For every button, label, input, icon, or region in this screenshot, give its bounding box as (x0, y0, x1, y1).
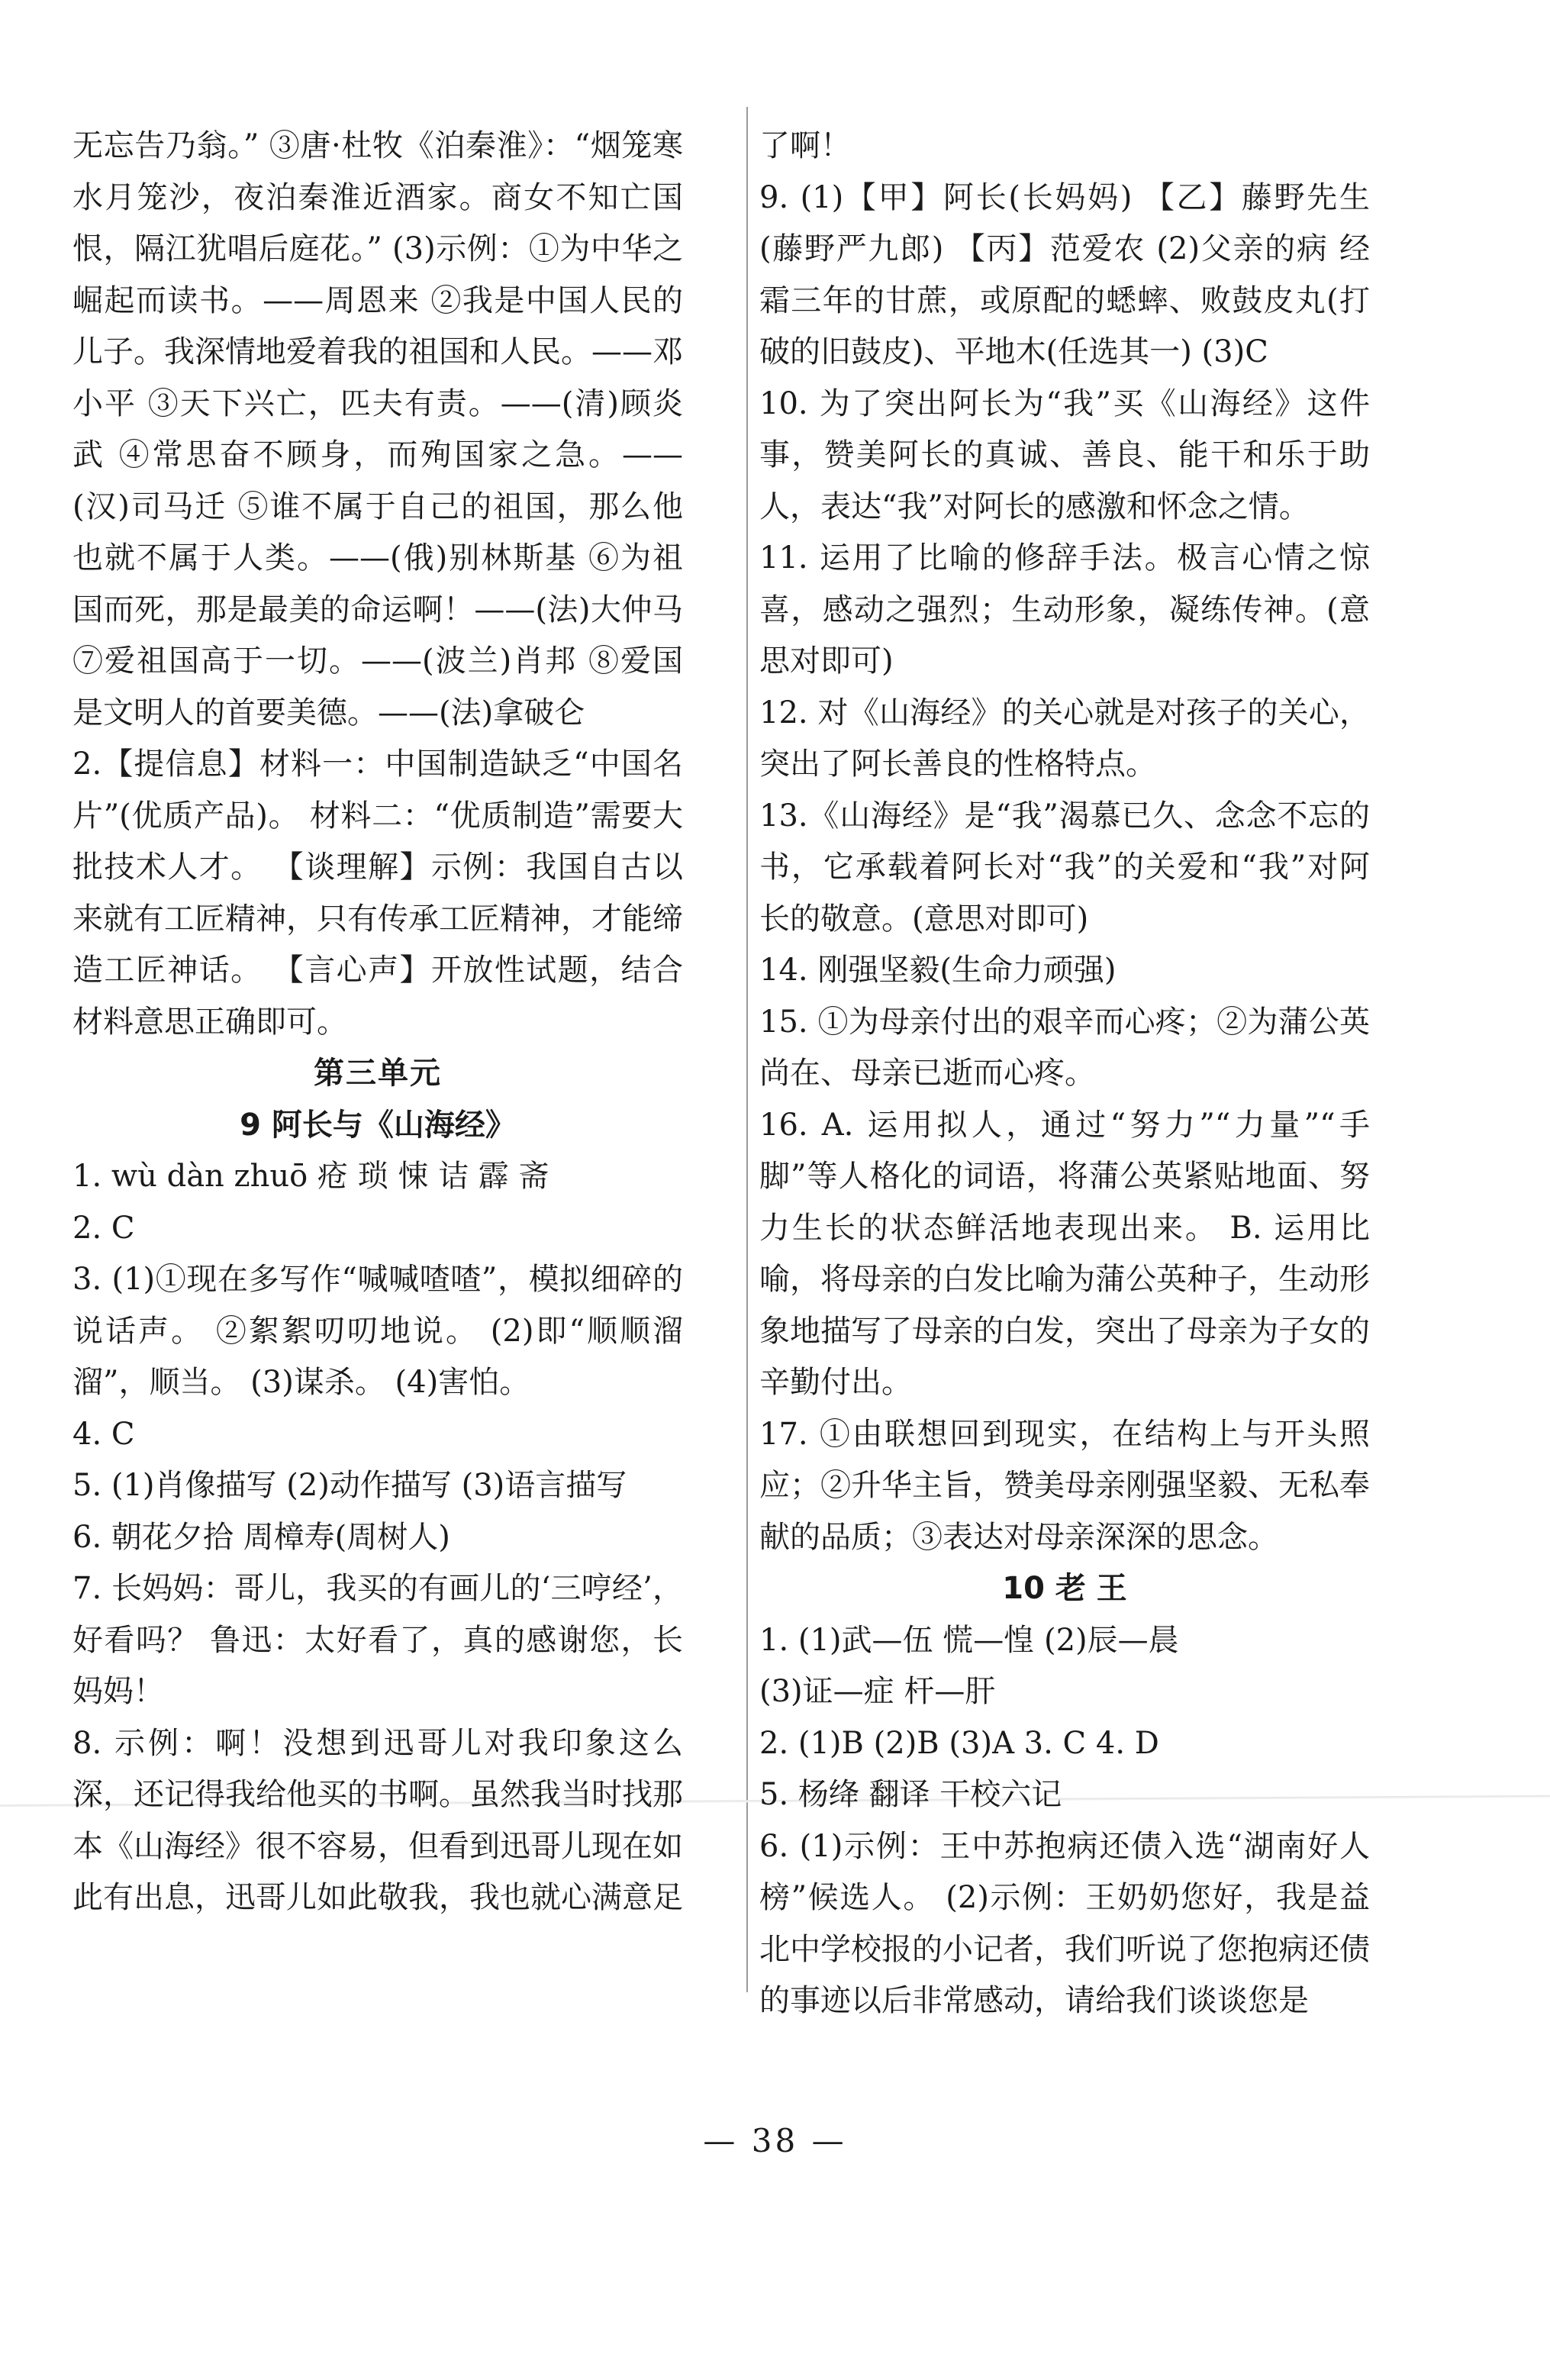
answer-item: 17. ①由联想回到现实，在结构上与开头照应；②升华主旨，赞美母亲刚强坚毅、无私奉献的品质；③表达对母亲深深的思念。 (759, 1416, 1370, 1555)
answer-item: 6. (1)示例：王中苏抱病还债入选“湖南好人榜”候选人。 (2)示例：王奶奶您好，我是益北中学校报的小记者，我们听说了您抱病还债的事迹以后非常感动，请给我们谈谈您是 (759, 1828, 1370, 2018)
answer-item: 7. 长妈妈：哥儿，我买的有画儿的‘三哼经’，好看吗？ 鲁迅：太好看了，真的感谢您，长妈妈！ (73, 1571, 683, 1709)
answer-item: 1. (1)武—伍 慌—惶 (2)辰—晨 (759, 1622, 1179, 1658)
answer-item-2: 2.【提信息】材料一：中国制造缺乏“中国名片”(优质产品)。 材料二：“优质制造”需要大批技术人才。 【谈理解】示例：我国自古以来就有工匠精神，只有传承工匠精神，才能缔造工匠神话。 【言心声】开放性试题，结合材料意思正确即可。 (73, 747, 683, 1040)
answer-item: 6. 朝花夕拾 周樟寿(周树人) (73, 1519, 450, 1555)
answer-item: 5. 杨绛 翻译 干校六记 (759, 1777, 1062, 1812)
right-column (759, 121, 1370, 2027)
answer-item: 4. C (73, 1416, 135, 1452)
answer-item: 3. (1)①现在多写作“喊喊喳喳”，模拟细碎的说话声。 ②絮絮叨叨地说。 (2)即“顺顺溜溜”，顺当。 (3)谋杀。 (4)害怕。 (73, 1262, 683, 1400)
answer-item: 5. (1)肖像描写 (2)动作描写 (3)语言描写 (73, 1468, 627, 1503)
answer-continuation: 了啊！ (759, 128, 851, 163)
answer-item: 2. C (73, 1210, 135, 1246)
answer-item: 12. 对《山海经》的关心就是对孩子的关心，突出了阿长善良的性格特点。 (759, 695, 1370, 782)
answer-item: 1. wù dàn zhuō 疮 琐 悚 诘 霹 斋 (73, 1159, 549, 1194)
answer-item: (3)证—症 杆—肝 (759, 1674, 996, 1709)
answer-item: 15. ①为母亲付出的艰辛而心疼；②为蒲公英尚在、母亲已逝而心疼。 (759, 1004, 1370, 1091)
answer-item: 11. 运用了比喻的修辞手法。极言心情之惊喜，感动之强烈；生动形象，凝练传神。(意思对即可) (759, 540, 1370, 679)
page-number: — 38 — (703, 2122, 847, 2159)
answer-item: 9. (1)【甲】阿长(长妈妈) 【乙】藤野先生(藤野严九郎) 【丙】范爱农 (2)父亲的病 经霜三年的甘蔗，或原配的蟋蟀、败鼓皮丸(打破的旧鼓皮)、平地木(任选其一) (3)C (759, 179, 1370, 369)
column-divider (746, 107, 748, 1992)
answer-item: 13.《山海经》是“我”渴慕已久、念念不忘的书，它承载着阿长对“我”的关爱和“我”对阿长的敬意。(意思对即可) (759, 798, 1370, 937)
unit-title: 第三单元 (314, 1056, 442, 1091)
answer-item: 14. 刚强坚毅(生命力顽强) (759, 953, 1117, 988)
answer-item: 8. 示例：啊！没想到迅哥儿对我印象这么深，还记得我给他买的书啊。虽然我当时找那本《山海经》很不容易，但看到迅哥儿现在如此有出息，迅哥儿如此敬我，我也就心满意足 (73, 1725, 683, 1915)
answer-item: 10. 为了突出阿长为“我”买《山海经》这件事，赞美阿长的真诚、善良、能干和乐于助人，表达“我”对阿长的感激和怀念之情。 (759, 385, 1370, 524)
answer-continuation: 无忘告乃翁。” ③唐·杜牧《泊秦淮》：“烟笼寒水月笼沙，夜泊秦淮近酒家。商女不知亡国恨，隔江犹唱后庭花。” (3)示例：①为中华之崛起而读书。——周恩来 ②我是中国人民的儿子。我深情地爱着我的祖国和人民。——邓小平 ③天下兴亡，匹夫有责。——(清)顾炎武 ④常思奋不顾身，而殉国家之急。——(汉)司马迁 ⑤谁不属于自己的祖国，那么他也就不属于人类。——(俄)别林斯基 ⑥为祖国而死，那是最美的命运啊！——(法)大仲马 ⑦爱祖国高于一切。——(波兰)肖邦 ⑧爱国是文明人的首要美德。——(法)拿破仑 (73, 128, 683, 730)
left-column (73, 121, 683, 1924)
answer-item: 2. (1)B (2)B (3)A 3. C 4. D (759, 1725, 1159, 1761)
lesson-10-title: 10 老 王 (1002, 1571, 1127, 1606)
answer-item: 16. A. 运用拟人，通过“努力”“力量”“手脚”等人格化的词语，将蒲公英紧贴地面、努力生长的状态鲜活地表现出来。 B. 运用比喻，将母亲的白发比喻为蒲公英种子，生动形象地描写了母亲的白发，突出了母亲为子女的辛勤付出。 (759, 1107, 1370, 1400)
lesson-9-title: 9 阿长与《山海经》 (240, 1107, 516, 1143)
